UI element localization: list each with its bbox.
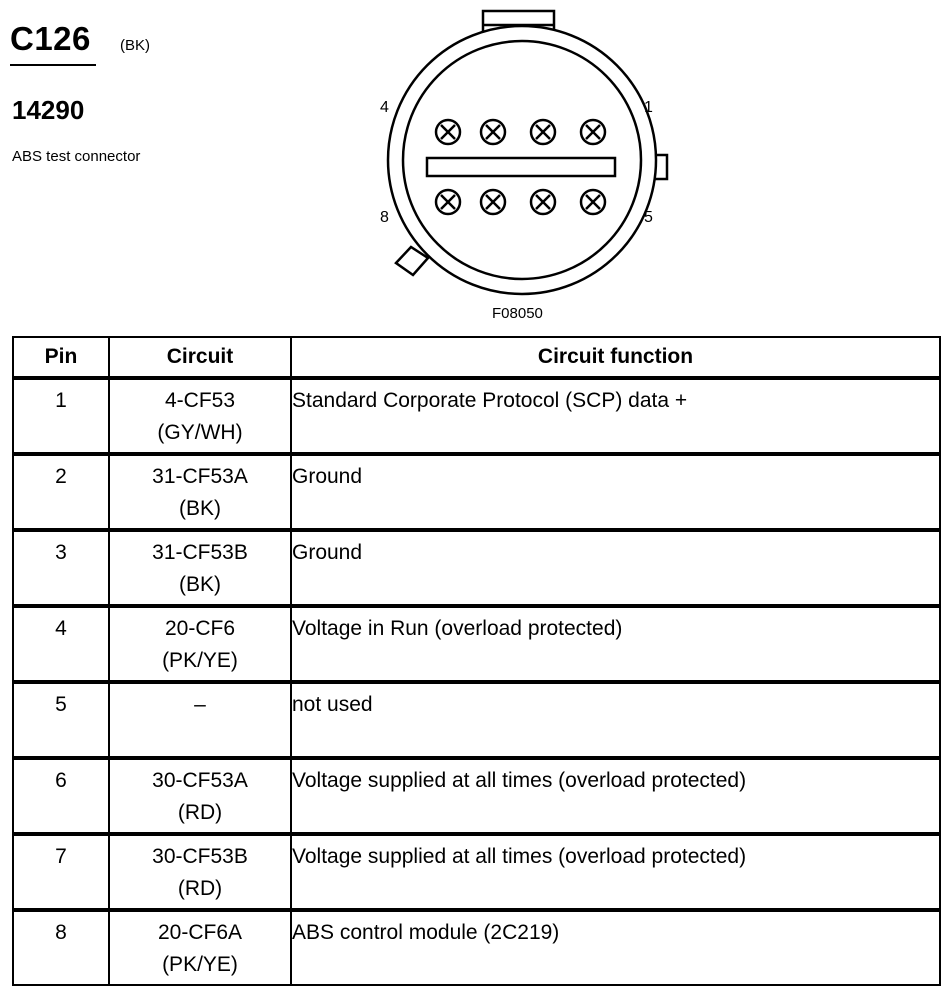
wire-color: (RD) [177, 877, 223, 900]
pin-number: 6 [55, 769, 67, 792]
table-row [13, 834, 940, 910]
pin-number: 5 [55, 693, 67, 716]
circuit-number: 4-CF53 [164, 389, 236, 412]
connector-id: C126 [10, 20, 91, 57]
circuit-function-cell [291, 454, 940, 530]
circuit-number: 31-CF53B [152, 541, 248, 564]
circuit-cell [109, 834, 291, 910]
pin-cavity-3 [531, 120, 555, 144]
column-header-pin: Pin [13, 337, 109, 378]
circuit-number: 30-CF53A [152, 769, 248, 792]
pin-number: 7 [55, 845, 67, 868]
pin-label-5: 5 [644, 209, 653, 226]
figure-id: F08050 [492, 305, 543, 322]
wire-color: (PK/YE) [162, 953, 238, 976]
circuit-number: 20-CF6 [164, 617, 236, 640]
circuit-number: 20-CF6A [157, 921, 243, 944]
circuit-function-cell [291, 378, 940, 454]
pin-number: 8 [55, 921, 67, 944]
connector-center-rib [427, 158, 615, 176]
pin-number: 4 [55, 617, 67, 640]
pin-number-cell [13, 682, 109, 758]
circuit-cell [109, 682, 291, 758]
connector-color: (BK) [120, 37, 150, 54]
table-row [13, 454, 940, 530]
wire-color: (GY/WH) [157, 421, 243, 444]
pin-cavity-7 [531, 190, 555, 214]
column-header-circuit: Circuit [109, 337, 291, 378]
circuit-function-cell [291, 910, 940, 985]
table-row [13, 910, 940, 985]
circuit-function: Ground [292, 541, 363, 564]
pin-number-cell [13, 378, 109, 454]
wire-color: (BK) [179, 573, 221, 596]
pin-number-cell [13, 910, 109, 985]
table-row [13, 606, 940, 682]
circuit-function: Voltage supplied at all times (overload protected) [292, 845, 747, 868]
wire-color: (RD) [177, 801, 223, 824]
circuit-function: not used [292, 693, 373, 716]
circuit-cell [109, 454, 291, 530]
circuit-function-cell [291, 834, 940, 910]
circuit-function: Voltage in Run (overload protected) [292, 617, 623, 640]
part-number: 14290 [12, 95, 85, 125]
pin-number: 1 [55, 389, 67, 412]
circuit-function: Standard Corporate Protocol (SCP) data + [292, 389, 688, 412]
pin-label-4: 4 [380, 99, 389, 116]
circuit-function: ABS control module (2C219) [292, 921, 560, 944]
circuit-function-cell [291, 530, 940, 606]
circuit-cell [109, 758, 291, 834]
circuit-cell [109, 378, 291, 454]
pin-label-1: 1 [644, 99, 653, 116]
table-header-row [13, 337, 940, 378]
table-row [13, 758, 940, 834]
pin-cavity-8 [581, 190, 605, 214]
connector-id-underline [10, 64, 96, 66]
table-row [13, 378, 940, 454]
pinout-table [12, 336, 941, 986]
circuit-number: – [194, 693, 206, 716]
circuit-number: 30-CF53B [152, 845, 248, 868]
connector-description: ABS test connector [12, 148, 141, 165]
pin-number: 3 [55, 541, 67, 564]
wire-color: (BK) [179, 497, 221, 520]
pin-number-cell [13, 758, 109, 834]
column-header-circuit-function: Circuit function [291, 337, 940, 378]
pin-cavity-5 [436, 190, 460, 214]
circuit-cell [109, 910, 291, 985]
table-row [13, 682, 940, 758]
connector-face-diagram [370, 0, 690, 300]
pin-number-cell [13, 530, 109, 606]
circuit-number: 31-CF53A [152, 465, 248, 488]
circuit-function: Voltage supplied at all times (overload protected) [292, 769, 747, 792]
table-row [13, 530, 940, 606]
circuit-function-cell [291, 606, 940, 682]
pin-cavity-2 [481, 120, 505, 144]
wire-color: (PK/YE) [162, 649, 238, 672]
circuit-cell [109, 606, 291, 682]
pin-cavity-6 [481, 190, 505, 214]
circuit-function: Ground [292, 465, 363, 488]
pin-number-cell [13, 606, 109, 682]
pin-label-8: 8 [380, 209, 389, 226]
pin-cavity-4 [581, 120, 605, 144]
pin-number: 2 [55, 465, 67, 488]
circuit-function-cell [291, 758, 940, 834]
pin-cavity-1 [436, 120, 460, 144]
pin-number-cell [13, 454, 109, 530]
circuit-function-cell [291, 682, 940, 758]
pin-number-cell [13, 834, 109, 910]
circuit-cell [109, 530, 291, 606]
